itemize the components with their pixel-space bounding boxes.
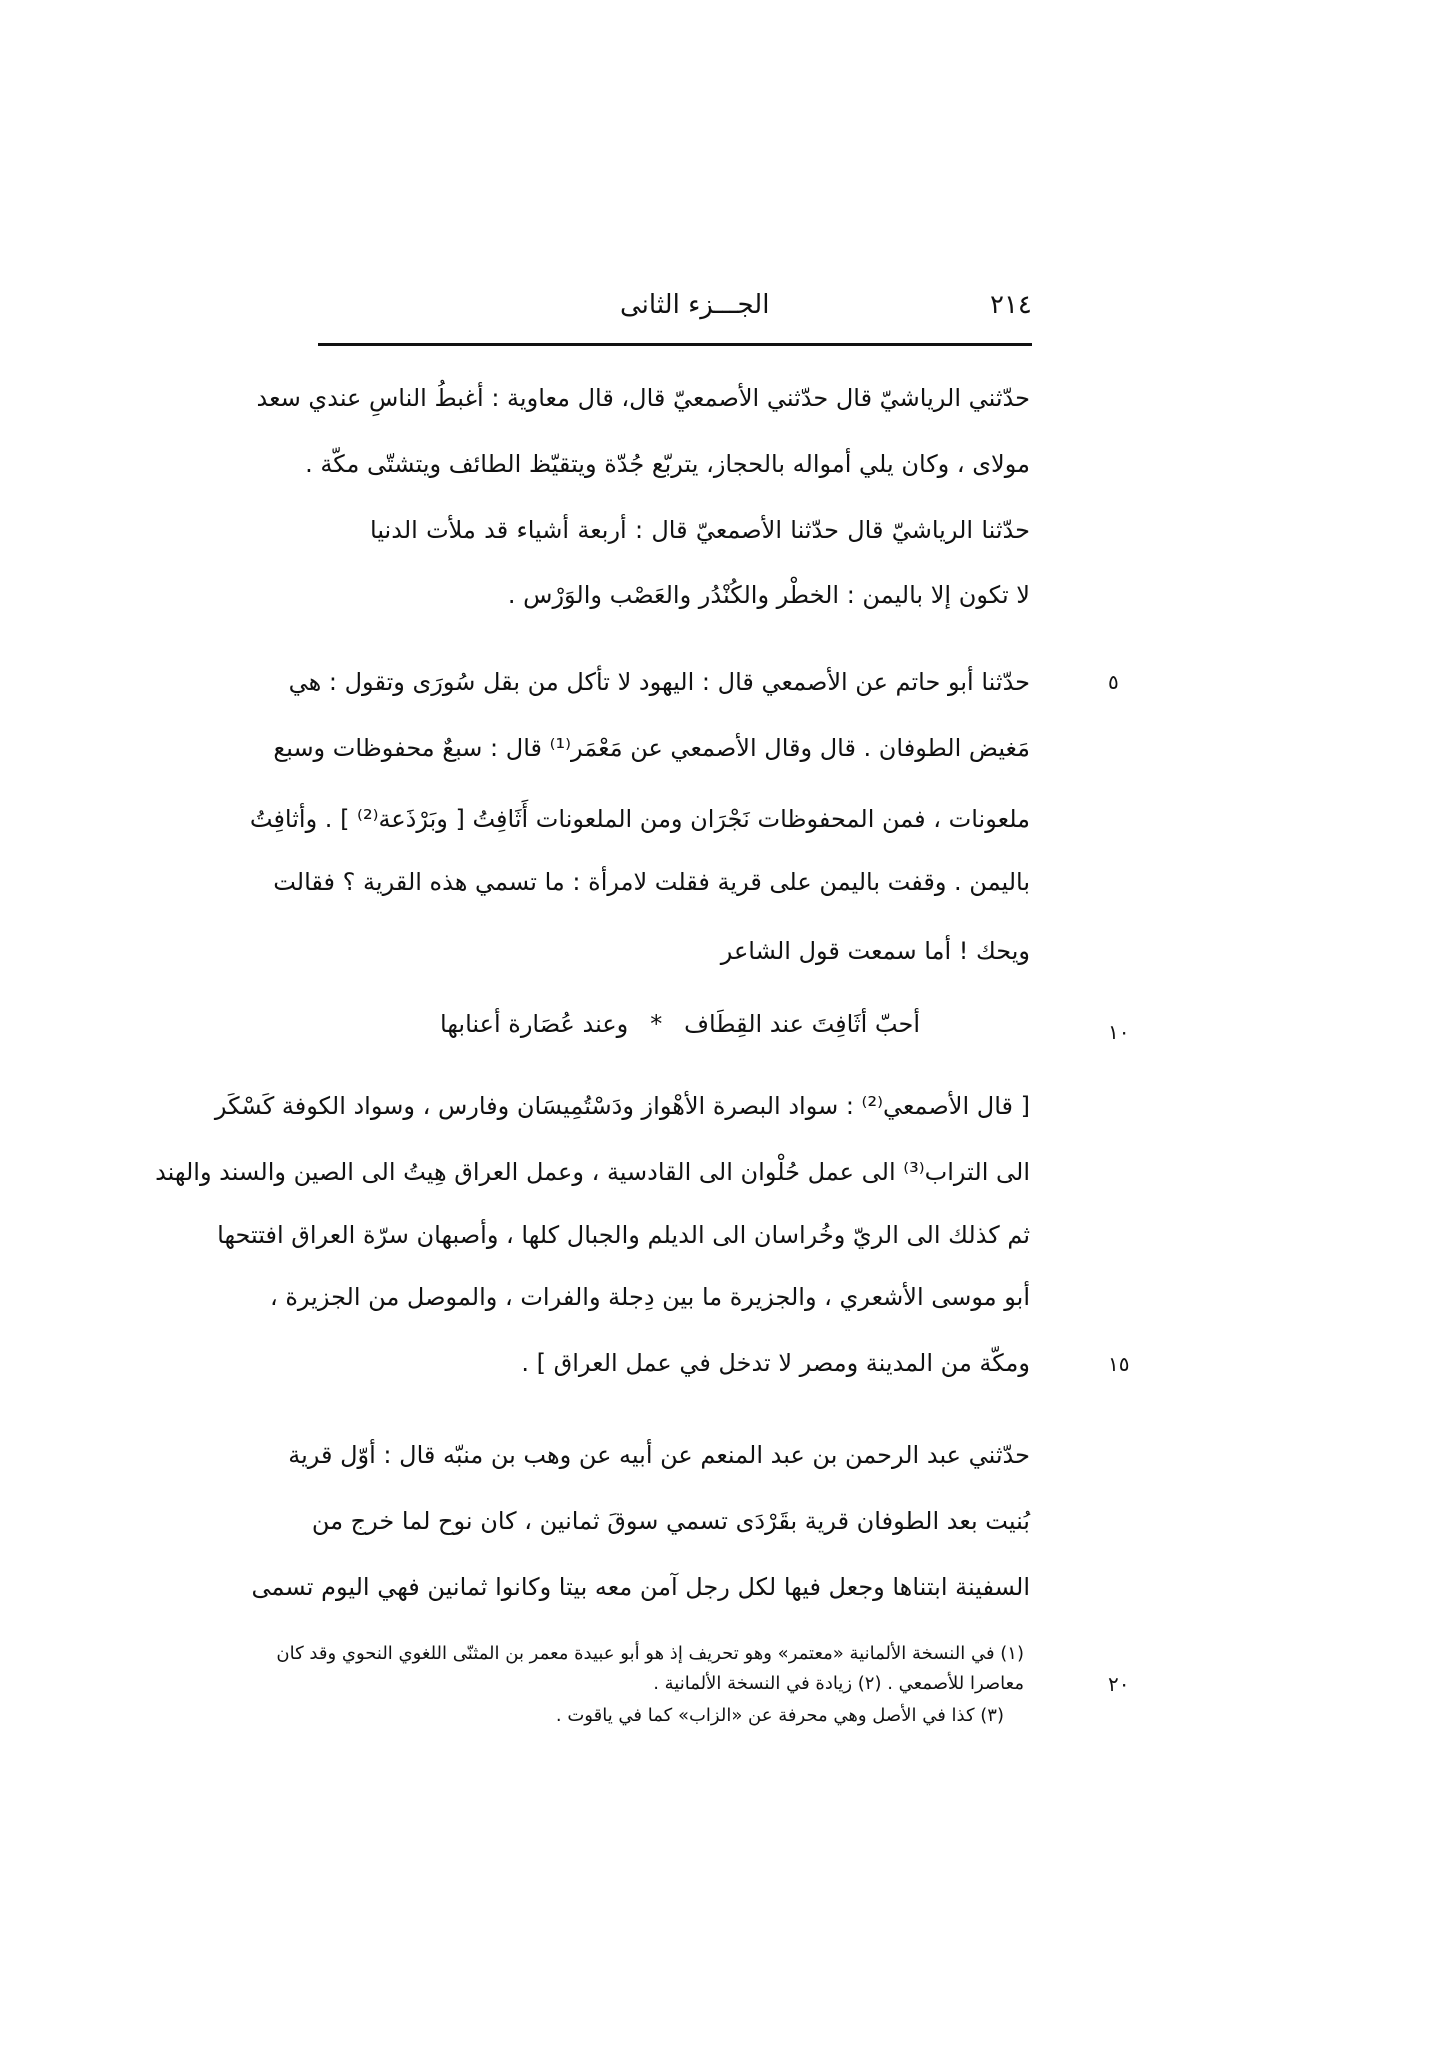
verse-second-hemistich: وعند عُصَارة أعنابها [440,1010,629,1038]
footnote-1: (١) في النسخة الألمانية «معتمر» وهو تحريف إذ هو أبو عبيدة معمر بن المثنّى اللغوي النحوي وقد كان [276,1643,1024,1664]
paragraph-4-line-2: الى التراب⁽³⁾ الى عمل حُلْوان الى القادسية ، وعمل العراق هِيتُ الى الصين والسند والهند [155,1158,1030,1186]
verse-first-hemistich: أحبّ أثَافِتَ عند القِطَاف [684,1010,920,1038]
paragraph-4-line-4: أبو موسى الأشعري ، والجزيرة ما بين دِجلة والفرات ، والموصل من الجزيرة ، [269,1283,1030,1311]
paragraph-1-line-2: مولاى ، وكان يلي أمواله بالحجاز، يتربّع جُدّة ويتقيّظ الطائف ويتشتّى مكّة . [305,450,1030,478]
paragraph-3-line-5: ويحك ! أما سمعت قول الشاعر [720,937,1030,965]
footnote-3: (٣) كذا في الأصل وهي محرفة عن «الزاب» كما في ياقوت . [555,1705,1004,1726]
page-number: ٢١٤ [990,290,1032,320]
paragraph-5-line-1: حدّثني عبد الرحمن بن عبد المنعم عن أبيه عن وهب بن منبّه قال : أوّل قرية [288,1441,1030,1469]
paragraph-4-line-5: ومكّة من المدينة ومصر لا تدخل في عمل العراق ] . [521,1349,1030,1377]
paragraph-3-line-4: باليمن . وقفت باليمن على قرية فقلت لامرأة : ما تسمي هذه القرية ؟ فقالت [273,868,1030,896]
paragraph-5-line-3: السفينة ابتناها وجعل فيها لكل رجل آمن معه بيتا وكانوا ثمانين فهي اليوم تسمى [251,1573,1030,1601]
header-rule [318,343,1032,346]
paragraph-4-line-1: [ قال الأصمعي⁽²⁾ : سواد البصرة الأهْواز ودَسْتُمِيسَان وفارس ، وسواد الكوفة كَسْكَر [214,1092,1030,1120]
paragraph-3-line-3: ملعونات ، فمن المحفوظات نَجْرَان ومن الملعونات أَثَافِتُ [ وبَرْذَعة⁽²⁾ ] . وأثافِتُ [249,805,1030,833]
footnote-1-cont-and-2: معاصرا للأصمعي . (٢) زيادة في النسخة الألمانية . [653,1673,1024,1694]
line-number-20: ٢٠ [1108,1672,1130,1696]
paragraph-1-line-1: حدّثني الرياشيّ قال حدّثني الأصمعيّ قال، قال معاوية : أغبطُ الناسِ عندي سعد [256,384,1030,412]
line-number-5: ٥ [1108,670,1119,694]
paragraph-4-line-3: ثم كذلك الى الريّ وخُراسان الى الديلم والجبال كلها ، وأصبهان سرّة العراق افتتحها [217,1221,1030,1249]
running-title: الجـــزء الثانى [620,290,770,320]
paragraph-2-line-2: لا تكون إلا باليمن : الخطْر والكُنْدُر والعَصْب والوَرْس . [507,581,1030,609]
verse [440,1010,920,1038]
paragraph-2-line-1: حدّثنا الرياشيّ قال حدّثنا الأصمعيّ قال : أربعة أشياء قد ملأت الدنيا [370,516,1030,544]
paragraph-3-line-1: حدّثنا أبو حاتم عن الأصمعي قال : اليهود لا تأكل من بقل سُورَى وتقول : هي [288,668,1030,696]
line-number-10: ١٠ [1108,1020,1130,1044]
paragraph-3-line-2: مَغيض الطوفان . قال وقال الأصمعي عن مَعْمَر⁽¹⁾ قال : سبعٌ محفوظات وسبع [273,734,1030,762]
line-number-15: ١٥ [1108,1352,1130,1376]
verse-separator: * [650,1010,663,1038]
paragraph-5-line-2: بُنيت بعد الطوفان قرية بقَرْدَى تسمي سوقَ ثمانين ، كان نوح لما خرج من [311,1507,1030,1535]
